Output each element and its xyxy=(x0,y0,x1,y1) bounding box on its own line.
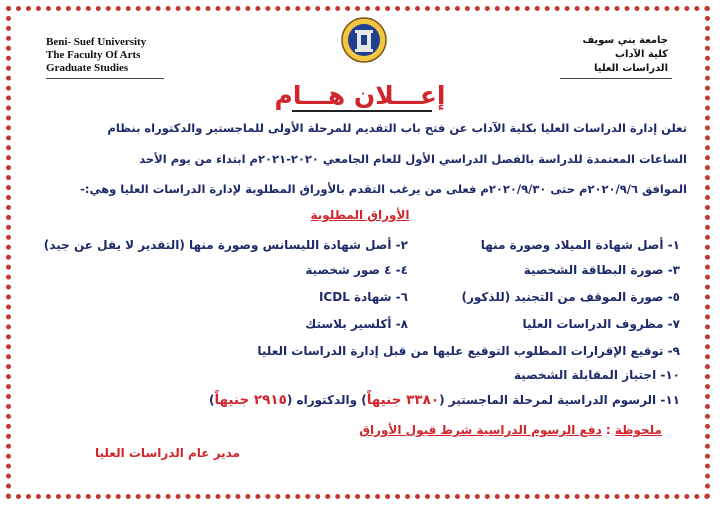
header-right-line: كلية الآداب xyxy=(614,49,668,60)
note xyxy=(359,423,662,437)
fees-text: ) والدكتوراه ( xyxy=(286,393,367,407)
fees-text: ) xyxy=(208,393,215,407)
note-separator: : xyxy=(601,423,615,437)
header-right-line: جامعة بني سويف xyxy=(582,35,668,46)
list-item: ٣- صورة البطاقة الشخصية xyxy=(523,263,680,277)
intro-line: تعلن إدارة الدراسات العليا بكلية الآداب عن فتح باب التقديم للمرحلة الأولى للماجستير والدكتوراه بنظام xyxy=(107,121,687,135)
note-label: ملحوظة xyxy=(614,423,662,437)
phd-fee-amount: ٢٩١٥ جنيهاً xyxy=(214,392,287,408)
header-divider-right xyxy=(560,78,672,79)
fees-item xyxy=(209,392,680,408)
header-right-line: الدراسات العليا xyxy=(593,63,668,74)
required-documents-heading: الأوراق المطلوبة xyxy=(310,208,410,222)
announcement-title: إعـــلان هـــام xyxy=(274,81,446,110)
header-left-line: Graduate Studies xyxy=(46,62,129,74)
list-item: ٩- توقيع الإقرارات المطلوب التوقيع عليها من قبل إدارة الدراسات العليا xyxy=(257,344,680,358)
intro-line: الموافق ٢٠٢٠/٩/٦م حتى ٢٠٢٠/٩/٣٠م فعلى من يرغب التقدم بالأوراق المطلوبة لإدارة الدراسات العليا وهي:- xyxy=(80,182,687,196)
university-name-arabic xyxy=(582,34,668,76)
list-item: ٦- شهادة ICDL xyxy=(318,290,408,304)
note-text: دفع الرسوم الدراسية شرط قبول الأوراق xyxy=(359,423,602,437)
list-item: ٨- أكلسير بلاستك xyxy=(305,317,408,331)
list-item: ٢- أصل شهادة الليسانس وصورة منها (التقدير لا يقل عن جيد) xyxy=(43,238,408,252)
header-left-line: The Faculty Of Arts xyxy=(46,49,141,61)
signature-title: مدير عام الدراسات العليا xyxy=(95,446,240,460)
university-logo-icon xyxy=(340,16,388,64)
list-item: ١٠- اجتياز المقابلة الشخصية xyxy=(513,368,680,382)
university-name-english xyxy=(46,36,146,75)
list-item: ٧- مظروف الدراسات العليا xyxy=(522,317,680,331)
master-fee-amount: ٣٣٨٠ جنيهاً xyxy=(366,392,440,408)
header-left-line: Beni- Suef University xyxy=(46,36,147,48)
fees-text: ١١- الرسوم الدراسية لمرحلة الماجستير ( xyxy=(439,393,680,407)
list-item: ١- أصل شهادة الميلاد وصورة منها xyxy=(480,238,680,252)
intro-line: الساعات المعتمدة للدراسة بالفصل الدراسي الأول للعام الجامعي ٢٠٢٠-٢٠٢١م ابتداء من يوم الأحد xyxy=(139,152,687,166)
header-divider-left xyxy=(46,78,164,79)
list-item: ٥- صورة الموقف من التجنيد (للذكور) xyxy=(461,290,680,304)
title-underline xyxy=(292,110,432,112)
list-item: ٤- ٤ صور شخصية xyxy=(305,263,408,277)
